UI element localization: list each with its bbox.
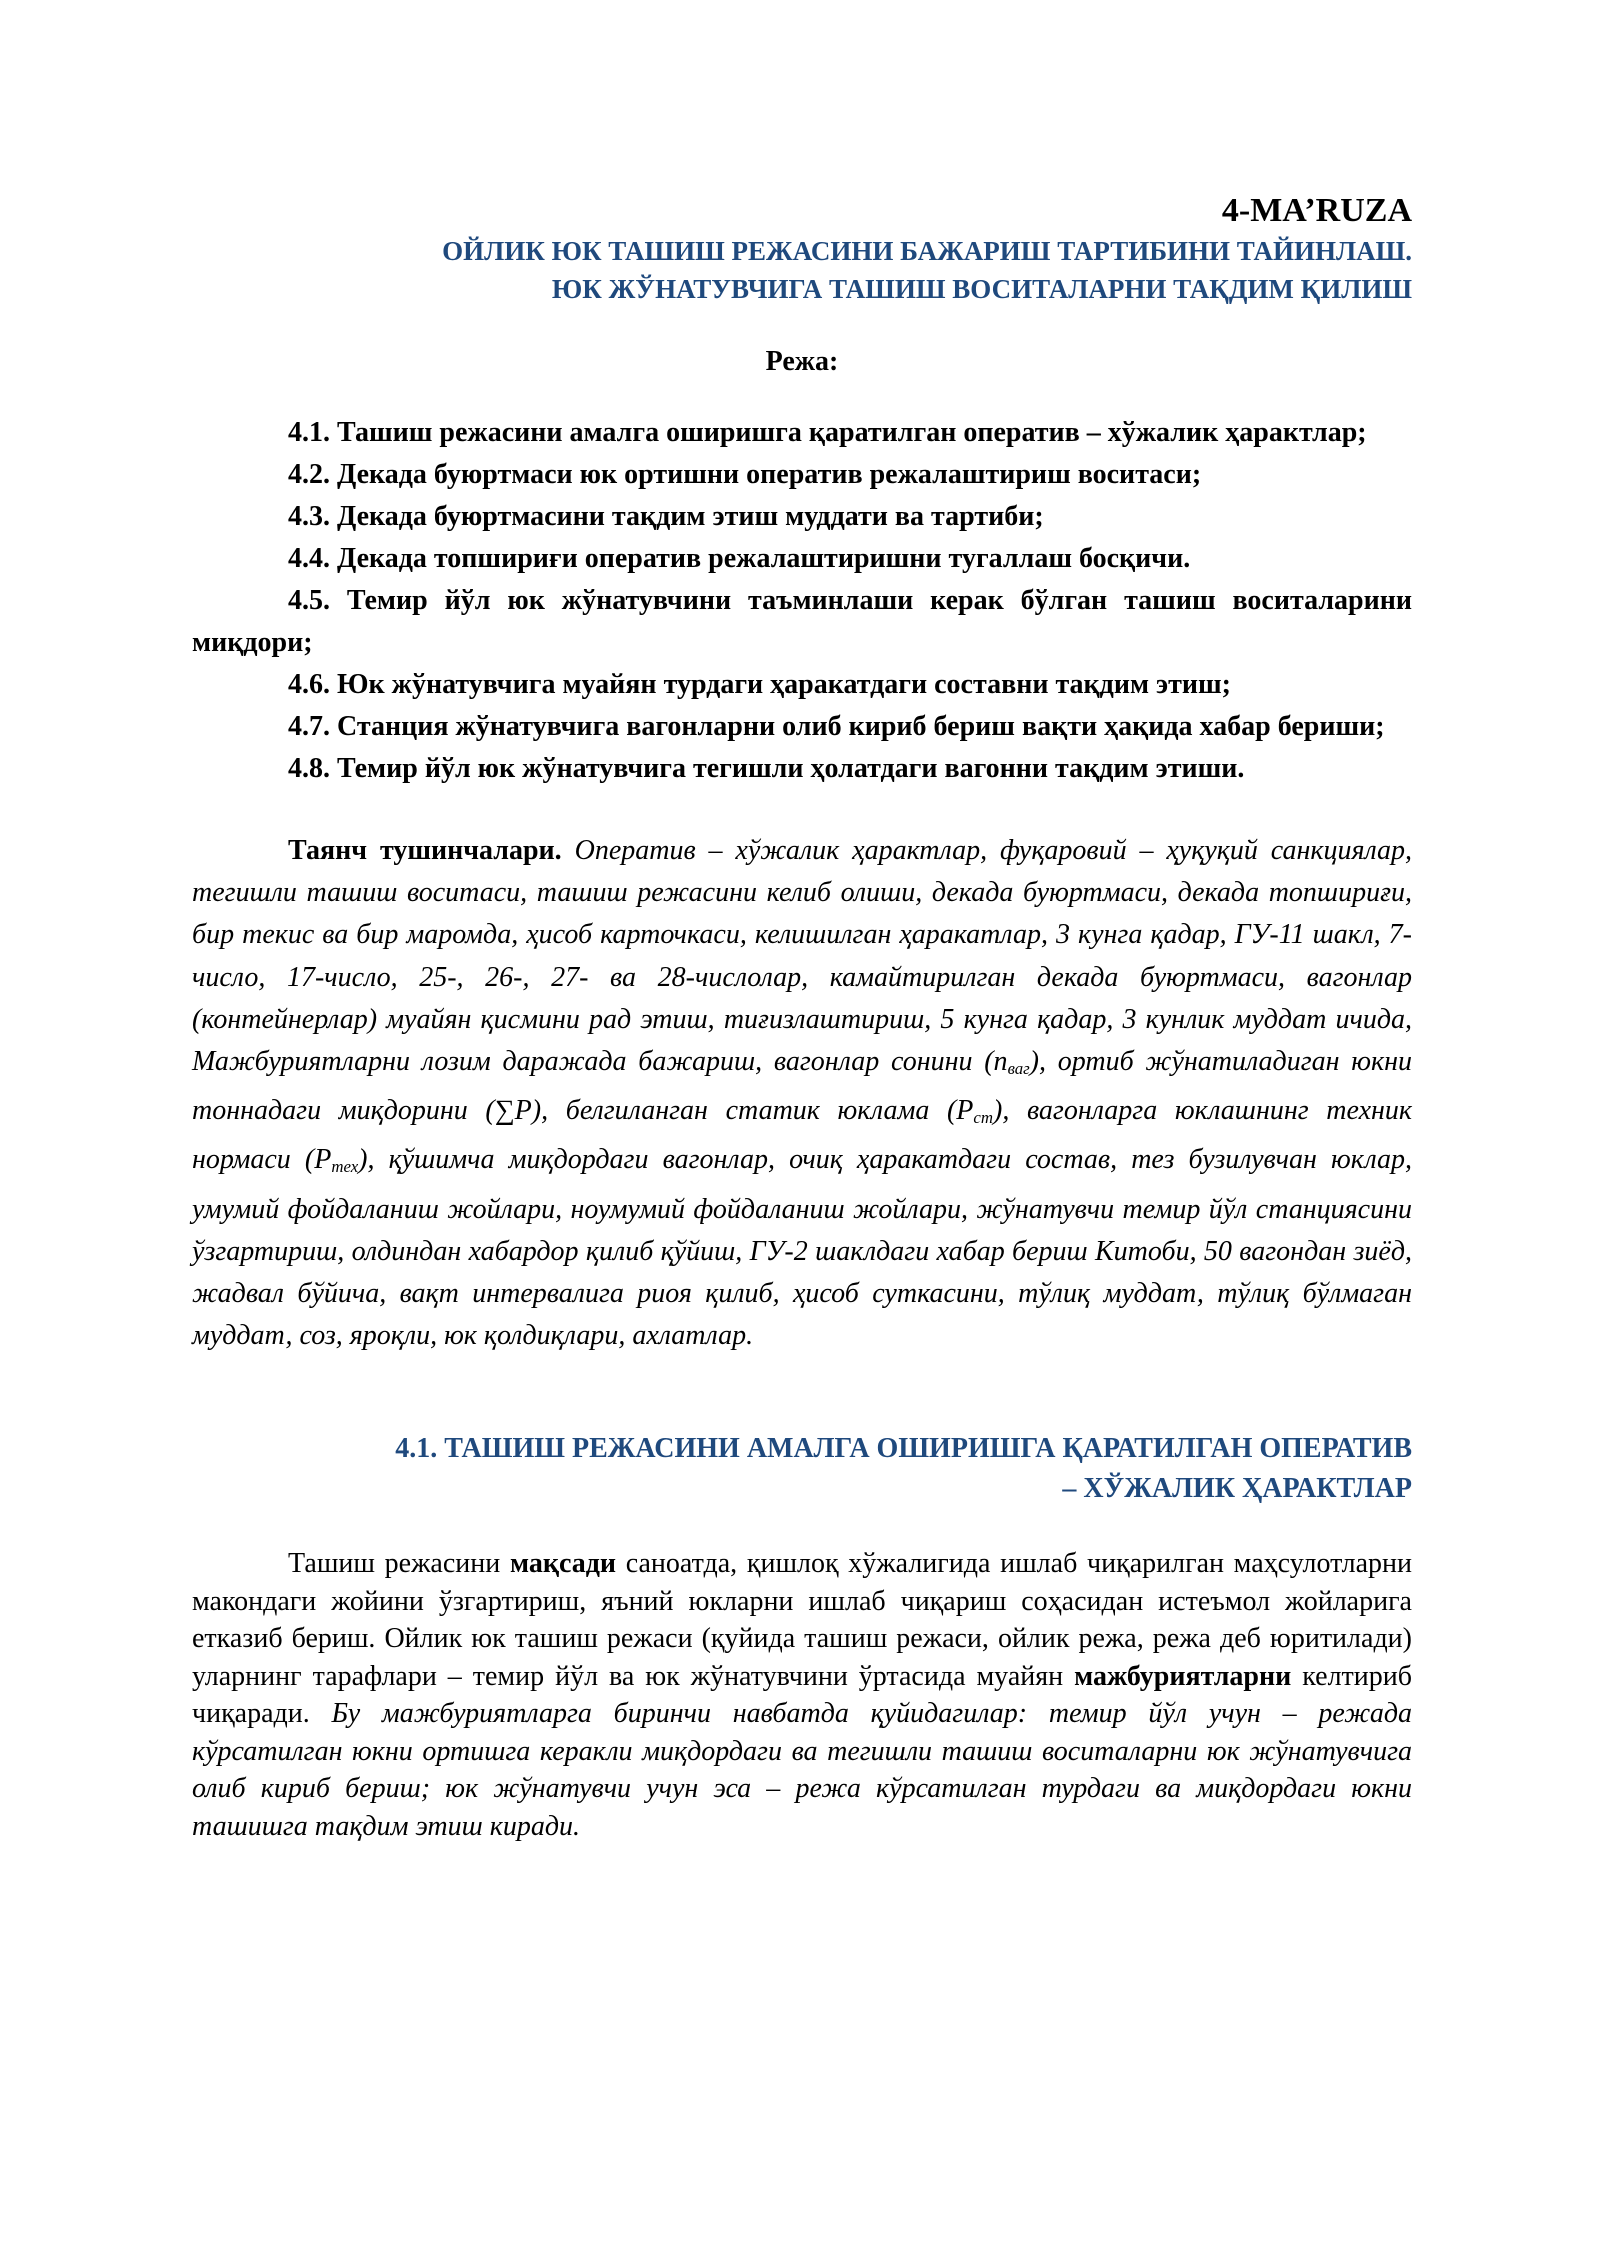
plan-item: 4.2. Декада буюртмаси юк ортишни оператив режалаштириш воситаси; [288, 459, 1202, 490]
section-title-line-1: 4.1. ТАШИШ РЕЖАСИНИ АМАЛГА ОШИРИШГА ҚАРАТИЛГАН ОПЕРАТИВ [395, 1433, 1412, 1465]
key-concepts-text [192, 835, 1412, 1351]
key-concepts-label: Таянч тушинчалари. [288, 835, 562, 866]
bold-term: мажбуриятларни [1074, 1660, 1292, 1692]
lecture-title [192, 232, 1412, 308]
section-title-line-2: – ХЎЖАЛИК ҲАРАКТЛАР [1062, 1473, 1412, 1505]
key-concepts-paragraph [192, 830, 1412, 1357]
key-concepts-part: Оператив – хўжалик ҳарактлар, фуқаровий – ҳуқуқий санкциялар, тегишли ташиш воситаси, ташиш режасини келиб олиши, декада буюртмаси, декада топшириғи, бир текис ва бир маромда, ҳисоб карточкаси, келишилган ҳаракатлар, 3 кунга қадар, ГУ-11 шакл, 7-число, 17-число, 25-, 26-, 27- ва 28-числолар, камайтирилган декада буюртмаси, вагонлар (контейнерлар) муайян қисмини рад этиш, тиғизлаштириш, 5 кунга қадар, 3 кунлик муддат ичида, Мажбуриятларни лозим даражада бажариш, вагонлар сонини (n [192, 835, 1413, 1078]
subscript: ст [973, 1108, 993, 1128]
paragraph-text: саноатда, қишлоқ хўжалигида ишлаб чиқарилган маҳсулотларни макондаги жойини ўзгартириш, яъний юкларни ишлаб чиқариш соҳасидан истеъмол жойларига етказиб бериш. Ойлик юк ташиш режаси (қуйида ташиш режаси, ойлик режа, режа деб юритилади) уларнинг тарафлари – темир йўл ва юк жўнатувчини ўртасида муайян [192, 1548, 1412, 1692]
key-concepts-part: ), қўшимча миқдордаги вагонлар, очиқ ҳаракатдаги состав, тез бузилувчан юклар, умумий фойдаланиш жойлари, ноумумий фойдаланиш жойлари, жўнатувчи темир йўл станциясини ўзгартириш, олдиндан хабардор қилиб қўйиш, ГУ-2 шаклдаги хабар бериш Китоби, 50 вагондан зиёд, жадвал бўйича, вақт интервалига риоя қилиб, ҳисоб суткасини, тўлиқ муддат, тўлиқ бўлмаган муддат, соз, яроқли, юк қолдиқлари, ахлатлар. [192, 1144, 1412, 1352]
plan-item: 4.4. Декада топшириғи оператив режалаштиришни тугаллаш босқичи. [288, 543, 1191, 574]
plan-heading: Режа: [765, 346, 839, 377]
plan-item: 4.5. Темир йўл юк жўнатувчини таъминлаши керак бўлган ташиш воситаларини миқдори; [192, 585, 1412, 658]
subscript: ваг [1007, 1059, 1030, 1079]
lecture-number: 4-MA’RUZA [1221, 192, 1412, 229]
document-page [192, 190, 1412, 1845]
key-concepts-part: ), ортиб жўнатиладиган юкни тоннадаги миқдорини (∑P), белгиланган статик юклама (P [192, 1046, 1413, 1127]
plan-item: 4.3. Декада буюртмасини тақдим этиш муддати ва тартиби; [288, 501, 1044, 532]
subscript: тех [331, 1157, 359, 1177]
bold-term: мақсади [509, 1548, 617, 1580]
plan-item: 4.7. Станция жўнатувчига вагонларни олиб кириб бериш вақти ҳақида хабар бериши; [288, 711, 1385, 742]
plan-list [192, 412, 1412, 790]
body-paragraph [192, 1545, 1412, 1845]
lecture-title-line-2: ЮК ЖЎНАТУВЧИГА ТАШИШ ВОСИТАЛАРНИ ТАҚДИМ ҚИЛИШ [551, 274, 1412, 304]
section-title [192, 1429, 1412, 1509]
paragraph-text: Ташиш режасини [288, 1548, 510, 1580]
key-concepts-part: ), вагонларга юклашнинг техник нормаси (P [192, 1095, 1412, 1176]
plan-item: 4.8. Темир йўл юк жўнатувчига тегишли ҳолатдаги вагонни тақдим этиши. [288, 753, 1245, 784]
plan-item: 4.1. Ташиш режасини амалга оширишга қаратилган оператив – хўжалик ҳарактлар; [288, 417, 1367, 448]
plan-item: 4.6. Юк жўнатувчига муайян турдаги ҳаракатдаги составни тақдим этиш; [288, 669, 1232, 700]
italic-text: Бу мажбуриятларга биринчи навбатда қуйидагилар: темир йўл учун – режада кўрсатилган юкни ортишга керакли миқдордаги ва тегишли ташиш воситаларни юк жўнатувчига олиб кириб бериш; юк жўнатувчи учун эса – режа кўрсатилган турдаги ва миқдордаги юкни ташишга тақдим этиш киради. [192, 1698, 1412, 1842]
lecture-title-line-1: ОЙЛИК ЮК ТАШИШ РЕЖАСИНИ БАЖАРИШ ТАРТИБИНИ ТАЙИНЛАШ. [442, 236, 1412, 266]
paragraph-text: келтириб чиқаради. [192, 1660, 1413, 1730]
